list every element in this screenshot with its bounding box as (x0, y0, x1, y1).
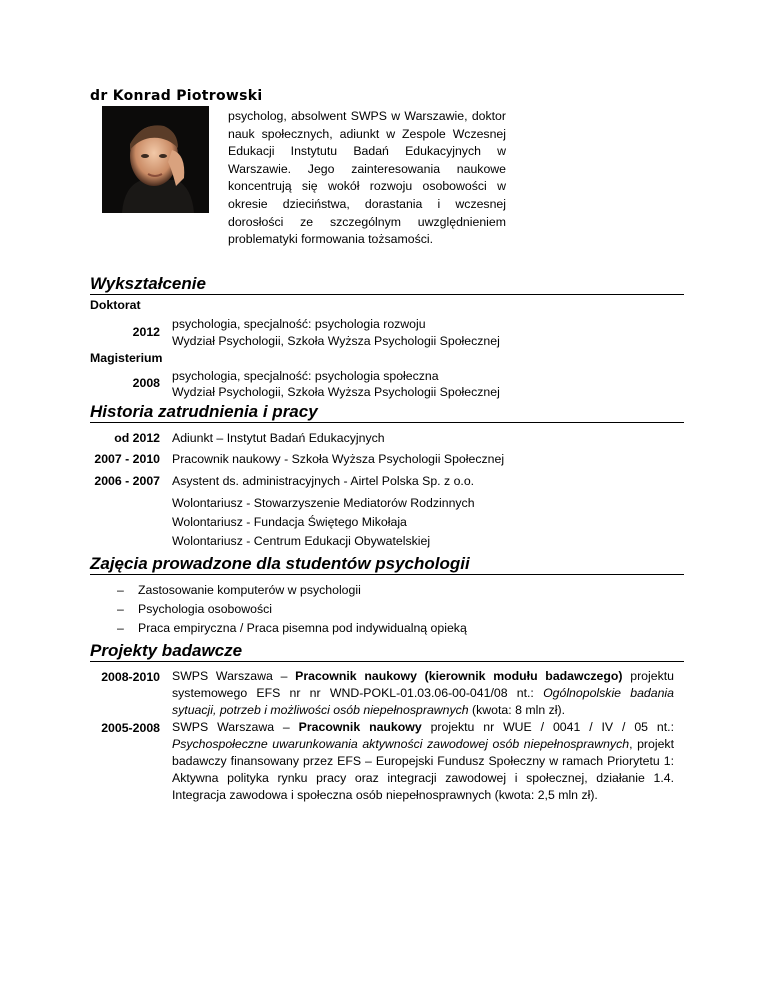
bullet-dash: – (117, 621, 124, 635)
project-text: SWPS Warszawa – (172, 720, 299, 734)
employment-year: od 2012 (114, 431, 160, 445)
education-heading: Wykształcenie (90, 274, 684, 295)
course-item: Praca empiryczna / Praca pisemna pod indywidualną opieką (138, 621, 467, 635)
project-topic: Ogólnopolskie badania sytuacji, potrzeb i możliwości osób niepełnosprawnych (172, 686, 674, 717)
degree-field: psychologia, specjalność: psychologia rozwoju (172, 317, 426, 331)
employment-year: 2007 - 2010 (94, 452, 160, 466)
degree-year: 2012 (132, 325, 160, 339)
person-name: dr Konrad Piotrowski (90, 88, 263, 104)
profile-photo (102, 106, 209, 213)
project-role: Pracownik naukowy (kierownik modułu badawczego) (295, 669, 623, 683)
project-text: projektu nr WUE / 0041 / IV / 05 nt.: (421, 720, 674, 734)
bullet-dash: – (117, 583, 124, 597)
volunteer-item: Wolontariusz - Stowarzyszenie Mediatorów Rodzinnych (172, 496, 475, 510)
project-description (172, 668, 674, 719)
employment-heading: Historia zatrudnienia i pracy (90, 402, 684, 423)
degree-label-doctorate: Doktorat (90, 298, 141, 312)
employment-position: Pracownik naukowy - Szkoła Wyższa Psychologii Społecznej (172, 452, 505, 466)
project-years: 2008-2010 (101, 670, 160, 684)
employment-position: Asystent ds. administracyjnych - Airtel Polska Sp. z o.o. (172, 474, 475, 488)
employment-year: 2006 - 2007 (94, 474, 160, 488)
project-topic: Psychospołeczne uwarunkowania aktywności zawodowej osób niepełnosprawnych (172, 737, 630, 751)
bio-text: psycholog, absolwent SWPS w Warszawie, doktor nauk społecznych, adiunkt w Zespole Wczesnej Edukacji Instytutu Badań Edukacyjnych w Warszawie. Jego zainteresowania naukowe koncentrują się wokół rozwoju osobowości w okresie dzieciństwa, dorastania i wczesnej dorosłości ze szczególnym uwzględnieniem problematyki formowania tożsamości. (228, 109, 506, 247)
employment-position: Adiunkt – Instytut Badań Edukacyjnych (172, 431, 385, 445)
volunteer-item: Wolontariusz - Centrum Edukacji Obywatelskiej (172, 534, 431, 548)
project-years: 2005-2008 (101, 721, 160, 735)
course-item: Zastosowanie komputerów w psychologii (138, 583, 361, 597)
projects-heading: Projekty badawcze (90, 641, 684, 662)
course-item: Psychologia osobowości (138, 602, 272, 616)
project-text: , projekt badawczy finansowany przez EFS – Europejski Fundusz Społeczny w ramach Priorytetu 1: Aktywna polityka rynku pracy oraz integracji zawodowej i społecznej, działanie 1.4. Integracja zawodowa i społeczna osób niepełnosprawnych (kwota: 2,5 mln zł). (172, 737, 674, 802)
volunteer-item: Wolontariusz - Fundacja Świętego Mikołaja (172, 515, 407, 529)
project-text: projektu systemowego EFS nr nr WND-POKL-01.03.06-00-041/08 nt.: (172, 669, 674, 700)
project-text: (kwota: 8 mln zł). (468, 703, 565, 717)
bullet-dash: – (117, 602, 124, 616)
project-text: SWPS Warszawa – (172, 669, 296, 683)
degree-field: psychologia, specjalność: psychologia społeczna (172, 369, 439, 383)
degree-institution: Wydział Psychologii, Szkoła Wyższa Psychologii Społecznej (172, 385, 500, 399)
project-description (172, 719, 674, 804)
degree-institution: Wydział Psychologii, Szkoła Wyższa Psychologii Społecznej (172, 334, 500, 348)
courses-heading: Zajęcia prowadzone dla studentów psychologii (90, 554, 684, 575)
project-role: Pracownik naukowy (298, 720, 422, 734)
degree-label-masters: Magisterium (90, 351, 163, 365)
degree-year: 2008 (132, 376, 160, 390)
